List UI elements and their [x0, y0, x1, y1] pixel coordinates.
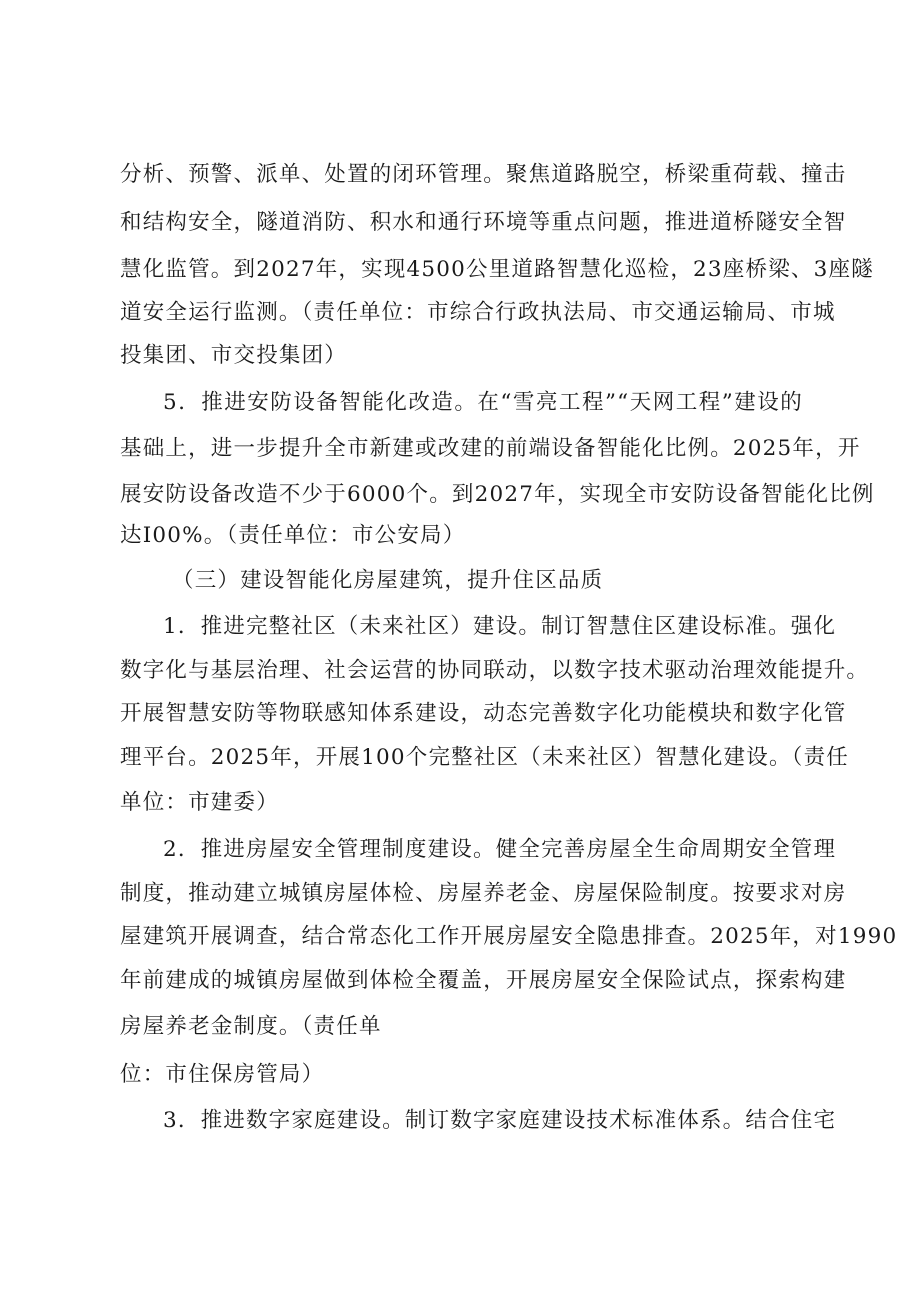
text-line: 位：市住保房管局）: [120, 1062, 325, 1087]
text-line: 屋建筑开展调查，结合常态化工作开展房屋安全隐患排查。2025年，对1990: [120, 924, 898, 949]
text-line: 制度，推动建立城镇房屋体检、房屋养老金、房屋保险制度。按要求对房: [120, 881, 847, 906]
paragraph-first-line: 1．推进完整社区（未来社区）建设。制订智慧住区建设标准。强化: [163, 614, 837, 639]
text-line: 和结构安全，隧道消防、积水和通行环境等重点问题，推进道桥隧安全智: [120, 210, 847, 235]
text-line: 房屋养老金制度。（责任单: [120, 1014, 382, 1039]
text-line: 单位：市建委）: [120, 790, 279, 815]
text-line: 分析、预警、派单、处置的闭环管理。聚焦道路脱空，桥梁重荷载、撞击: [120, 162, 847, 187]
text-line: 理平台。2025年，开展100个完整社区（未来社区）智慧化建设。（责任: [120, 745, 850, 770]
text-line: 达I00%。（责任单位：市公安局）: [120, 523, 466, 548]
text-line: 慧化监管。到2027年，实现4500公里道路智慧化巡检，23座桥梁、3座隧: [120, 257, 874, 282]
text-line: 数字化与基层治理、社会运营的协同联动，以数字技术驱动治理效能提升。: [120, 658, 870, 683]
text-line: 基础上，进一步提升全市新建或改建的前端设备智能化比例。2025年，开: [120, 436, 861, 461]
text-line: 开展智慧安防等物联感知体系建设，动态完善数字化功能模块和数字化管: [120, 701, 847, 726]
paragraph-first-line: 3．推进数字家庭建设。制订数字家庭建设技术标准体系。结合住宅: [163, 1108, 837, 1133]
text-line: 年前建成的城镇房屋做到体检全覆盖，开展房屋安全保险试点，探索构建: [120, 968, 847, 993]
text-line: 展安防设备改造不少于6000个。到2027年，实现全市安防设备智能化比例: [120, 482, 875, 507]
paragraph-first-line: 5．推进安防设备智能化改造。在“雪亮工程”“天网工程”建设的: [163, 390, 803, 415]
section-heading: （三）建设智能化房屋建筑，提升住区品质: [172, 568, 604, 593]
text-line: 道安全运行监测。（责任单位：市综合行政执法局、市交通运输局、市城: [120, 300, 836, 325]
paragraph-first-line: 2．推进房屋安全管理制度建设。健全完善房屋全生命周期安全管理: [163, 837, 837, 862]
text-line: 投集团、市交投集团）: [120, 343, 348, 368]
